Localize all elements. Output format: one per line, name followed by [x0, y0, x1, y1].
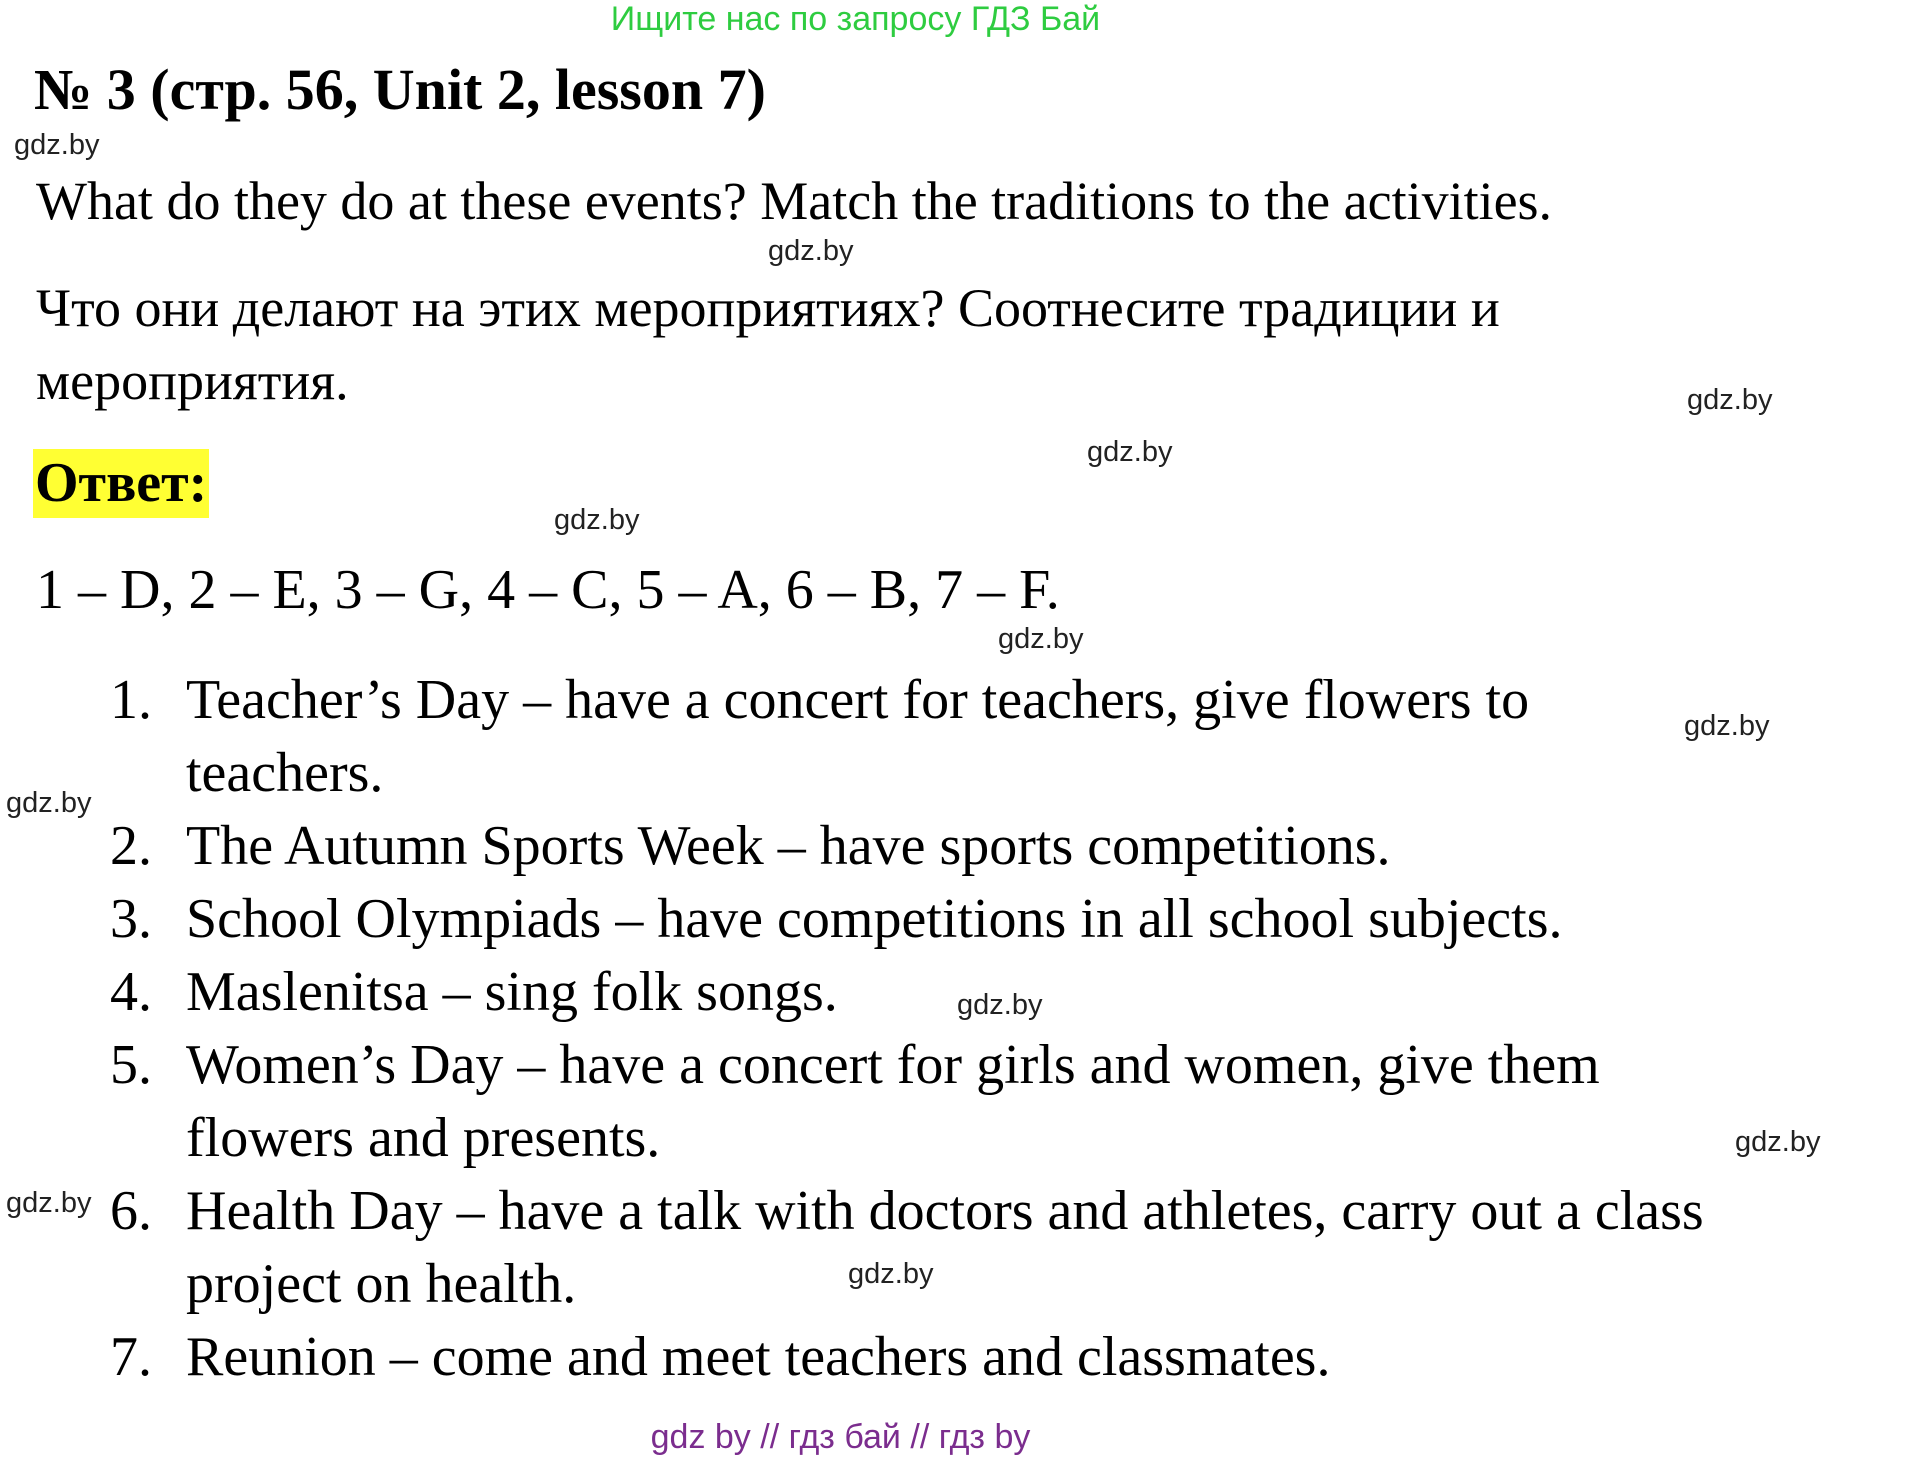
watermark: gdz.by [6, 787, 92, 819]
list-item-number: 4. [110, 961, 152, 1023]
list-item-text: Health Day – have a talk with doctors and athletes, carry out a class [186, 1180, 1704, 1242]
watermark: gdz.by [1735, 1126, 1821, 1158]
answer-label: Ответ: [33, 449, 209, 518]
list-item-5-continuation: flowers and presents. [186, 1107, 661, 1169]
instruction-english: What do they do at these events? Match the traditions to the activities. [36, 171, 1553, 231]
list-item-text: Maslenitsa – sing folk songs. [186, 961, 838, 1023]
banner-text: Ищите нас по запросу ГДЗ Бай [610, 0, 1101, 38]
task-title: № 3 (стр. 56, Unit 2, lesson 7) [34, 57, 766, 122]
watermark: gdz.by [554, 504, 640, 536]
list-item-number: 2. [110, 815, 152, 877]
footer-text: gdz by // гдз бай // гдз by [650, 1418, 1031, 1456]
list-item-number: 7. [110, 1326, 152, 1388]
watermark: gdz.by [1687, 384, 1773, 416]
list-item-7 [110, 1325, 1330, 1389]
list-item-6 [110, 1179, 1704, 1243]
list-item-3 [110, 887, 1562, 951]
list-item-4 [110, 960, 838, 1024]
footer [0, 1418, 1911, 1457]
list-item-number: 3. [110, 888, 152, 950]
list-item-number: 5. [110, 1034, 152, 1096]
watermark: gdz.by [1087, 436, 1173, 468]
watermark: gdz.by [998, 623, 1084, 655]
top-banner [0, 0, 1911, 39]
watermark: gdz.by [957, 989, 1043, 1021]
list-item-number: 1. [110, 669, 152, 731]
list-item-text: The Autumn Sports Week – have sports competitions. [186, 815, 1391, 877]
instruction-russian-line-1: Что они делают на этих мероприятиях? Соотнесите традиции и [36, 278, 1500, 338]
list-item-number: 6. [110, 1180, 152, 1242]
watermark: gdz.by [848, 1258, 934, 1290]
watermark: gdz.by [6, 1187, 92, 1219]
instruction-russian-line-2: мероприятия. [36, 351, 349, 411]
list-item-6-continuation: project on health. [186, 1253, 577, 1315]
list-item-text: Teacher’s Day – have a concert for teachers, give flowers to [186, 669, 1530, 731]
list-item-text: Women’s Day – have a concert for girls and women, give them [186, 1034, 1600, 1096]
watermark: gdz.by [1684, 710, 1770, 742]
watermark: gdz.by [14, 129, 100, 161]
list-item-text: School Olympiads – have competitions in all school subjects. [186, 888, 1563, 950]
answer-key: 1 – D, 2 – E, 3 – G, 4 – C, 5 – A, 6 – B, 7 – F. [36, 559, 1060, 621]
list-item-2 [110, 814, 1391, 878]
watermark: gdz.by [768, 235, 854, 267]
list-item-5 [110, 1033, 1600, 1097]
list-item-text: Reunion – come and meet teachers and classmates. [186, 1326, 1331, 1388]
list-item-1-continuation: teachers. [186, 742, 384, 804]
list-item-1 [110, 668, 1529, 732]
